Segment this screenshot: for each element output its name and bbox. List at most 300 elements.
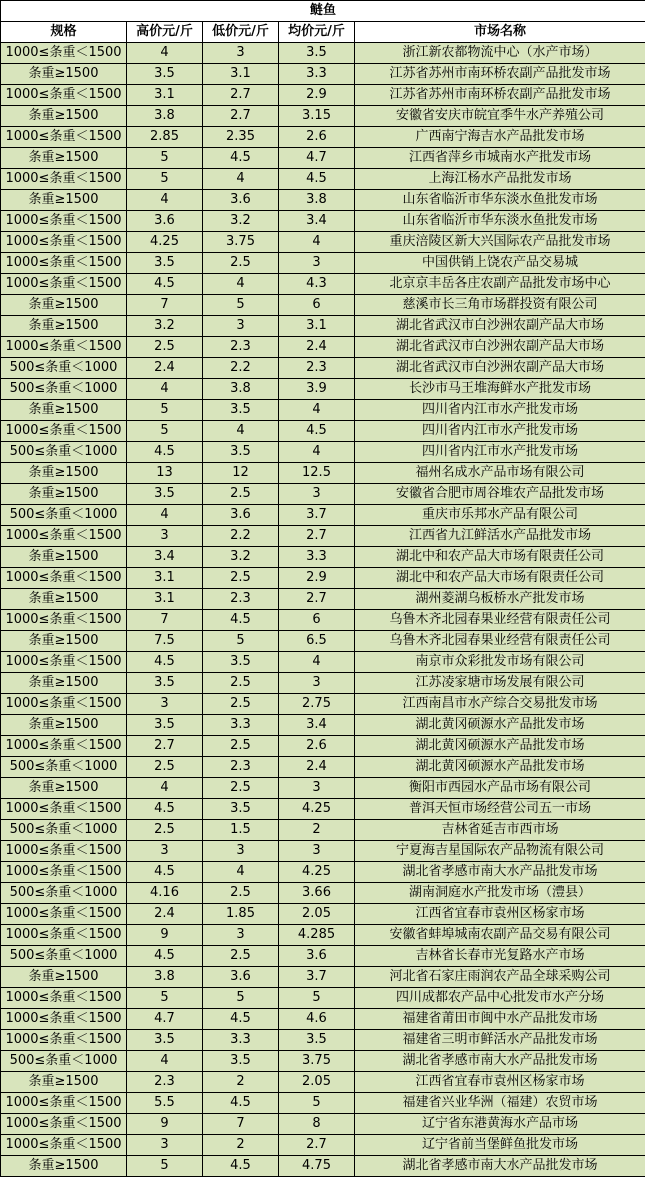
table-body bbox=[1, 43, 645, 1177]
table-row bbox=[1, 211, 645, 232]
cell-avg-price: 2.6 bbox=[279, 736, 355, 757]
cell-spec: 500≤条重＜1000 bbox=[1, 946, 127, 967]
cell-market-name: 福建省莆田市闽中水产品批发市场 bbox=[355, 1009, 645, 1030]
cell-spec: 条重≥1500 bbox=[1, 1156, 127, 1177]
cell-spec: 1000≤条重＜1500 bbox=[1, 1030, 127, 1051]
cell-avg-price: 3.5 bbox=[279, 1030, 355, 1051]
cell-high-price: 3.1 bbox=[127, 589, 203, 610]
cell-spec: 条重≥1500 bbox=[1, 106, 127, 127]
cell-spec: 500≤条重＜1000 bbox=[1, 358, 127, 379]
cell-market-name: 山东省临沂市华东淡水鱼批发市场 bbox=[355, 211, 645, 232]
cell-market-name: 重庆市乐邦水产品有限公司 bbox=[355, 505, 645, 526]
cell-low-price: 2.2 bbox=[203, 358, 279, 379]
cell-spec: 条重≥1500 bbox=[1, 673, 127, 694]
table-row bbox=[1, 988, 645, 1009]
cell-avg-price: 3.1 bbox=[279, 316, 355, 337]
cell-avg-price: 3 bbox=[279, 253, 355, 274]
cell-low-price: 4.5 bbox=[203, 1093, 279, 1114]
cell-market-name: 四川省内江市水产批发市场 bbox=[355, 421, 645, 442]
cell-spec: 条重≥1500 bbox=[1, 1072, 127, 1093]
table-row bbox=[1, 1009, 645, 1030]
cell-spec: 1000≤条重＜1500 bbox=[1, 1114, 127, 1135]
cell-spec: 500≤条重＜1000 bbox=[1, 505, 127, 526]
cell-high-price: 3.8 bbox=[127, 967, 203, 988]
cell-market-name: 四川省内江市水产批发市场 bbox=[355, 400, 645, 421]
cell-spec: 500≤条重＜1000 bbox=[1, 1051, 127, 1072]
cell-spec: 1000≤条重＜1500 bbox=[1, 85, 127, 106]
cell-high-price: 3 bbox=[127, 526, 203, 547]
cell-avg-price: 3 bbox=[279, 673, 355, 694]
cell-market-name: 北京京丰岳各庄农副产品批发市场中心 bbox=[355, 274, 645, 295]
table-row bbox=[1, 568, 645, 589]
cell-avg-price: 4.25 bbox=[279, 862, 355, 883]
cell-avg-price: 3.75 bbox=[279, 1051, 355, 1072]
cell-low-price: 2.3 bbox=[203, 337, 279, 358]
cell-low-price: 2.5 bbox=[203, 883, 279, 904]
cell-market-name: 长沙市马王堆海鲜水产批发市场 bbox=[355, 379, 645, 400]
cell-high-price: 5 bbox=[127, 988, 203, 1009]
table-row bbox=[1, 862, 645, 883]
cell-market-name: 四川成都农产品中心批发市水产分场 bbox=[355, 988, 645, 1009]
cell-low-price: 3.2 bbox=[203, 547, 279, 568]
cell-low-price: 4 bbox=[203, 421, 279, 442]
cell-market-name: 江苏省苏州市南环桥农副产品批发市场 bbox=[355, 85, 645, 106]
table-row bbox=[1, 1114, 645, 1135]
cell-market-name: 上海江杨水产品批发市场 bbox=[355, 169, 645, 190]
cell-avg-price: 4.6 bbox=[279, 1009, 355, 1030]
cell-high-price: 2.4 bbox=[127, 358, 203, 379]
cell-spec: 500≤条重＜1000 bbox=[1, 883, 127, 904]
cell-market-name: 湖北黄冈硕源水产品批发市场 bbox=[355, 736, 645, 757]
cell-high-price: 2.85 bbox=[127, 127, 203, 148]
cell-low-price: 3.8 bbox=[203, 379, 279, 400]
table-row bbox=[1, 757, 645, 778]
cell-low-price: 5 bbox=[203, 631, 279, 652]
cell-high-price: 3.1 bbox=[127, 85, 203, 106]
cell-market-name: 山东省临沂市华东淡水鱼批发市场 bbox=[355, 190, 645, 211]
cell-high-price: 2.3 bbox=[127, 1072, 203, 1093]
cell-avg-price: 3.4 bbox=[279, 715, 355, 736]
table-row bbox=[1, 694, 645, 715]
cell-low-price: 5 bbox=[203, 295, 279, 316]
table-row bbox=[1, 547, 645, 568]
cell-high-price: 4 bbox=[127, 43, 203, 64]
cell-high-price: 4 bbox=[127, 1051, 203, 1072]
cell-low-price: 3 bbox=[203, 925, 279, 946]
table-row bbox=[1, 967, 645, 988]
cell-spec: 条重≥1500 bbox=[1, 715, 127, 736]
table-row bbox=[1, 820, 645, 841]
cell-low-price: 3.6 bbox=[203, 505, 279, 526]
cell-market-name: 乌鲁木齐北园春果业经营有限责任公司 bbox=[355, 631, 645, 652]
cell-avg-price: 3 bbox=[279, 841, 355, 862]
table-row bbox=[1, 463, 645, 484]
cell-high-price: 3.8 bbox=[127, 106, 203, 127]
cell-spec: 条重≥1500 bbox=[1, 295, 127, 316]
table-title: 鲢鱼 bbox=[1, 1, 645, 22]
cell-avg-price: 2.05 bbox=[279, 1072, 355, 1093]
cell-high-price: 3.6 bbox=[127, 211, 203, 232]
table-row bbox=[1, 442, 645, 463]
cell-high-price: 4 bbox=[127, 505, 203, 526]
table-row bbox=[1, 106, 645, 127]
cell-spec: 1000≤条重＜1500 bbox=[1, 736, 127, 757]
cell-low-price: 3.3 bbox=[203, 1030, 279, 1051]
cell-low-price: 3.75 bbox=[203, 232, 279, 253]
cell-high-price: 4.5 bbox=[127, 946, 203, 967]
table-row bbox=[1, 379, 645, 400]
cell-spec: 1000≤条重＜1500 bbox=[1, 1093, 127, 1114]
cell-avg-price: 3.3 bbox=[279, 547, 355, 568]
cell-avg-price: 4.3 bbox=[279, 274, 355, 295]
cell-low-price: 2.3 bbox=[203, 757, 279, 778]
cell-high-price: 3.1 bbox=[127, 568, 203, 589]
cell-spec: 条重≥1500 bbox=[1, 190, 127, 211]
header-row bbox=[1, 22, 645, 43]
cell-avg-price: 2 bbox=[279, 820, 355, 841]
cell-avg-price: 4 bbox=[279, 232, 355, 253]
cell-avg-price: 6 bbox=[279, 610, 355, 631]
cell-high-price: 7 bbox=[127, 295, 203, 316]
cell-spec: 500≤条重＜1000 bbox=[1, 379, 127, 400]
table-row bbox=[1, 673, 645, 694]
table-row bbox=[1, 715, 645, 736]
cell-spec: 1000≤条重＜1500 bbox=[1, 337, 127, 358]
cell-market-name: 安徽省安庆市皖宜季牛水产养殖公司 bbox=[355, 106, 645, 127]
header-low-price: 低价元/斤 bbox=[203, 22, 279, 43]
cell-low-price: 3.6 bbox=[203, 190, 279, 211]
cell-low-price: 2 bbox=[203, 1135, 279, 1156]
cell-spec: 1000≤条重＜1500 bbox=[1, 988, 127, 1009]
cell-low-price: 3 bbox=[203, 43, 279, 64]
table-row bbox=[1, 610, 645, 631]
cell-avg-price: 3.9 bbox=[279, 379, 355, 400]
cell-avg-price: 3.3 bbox=[279, 64, 355, 85]
cell-avg-price: 4.25 bbox=[279, 799, 355, 820]
cell-market-name: 安徽省蚌埠城南农副产品交易有限公司 bbox=[355, 925, 645, 946]
cell-high-price: 4.7 bbox=[127, 1009, 203, 1030]
cell-high-price: 2.4 bbox=[127, 904, 203, 925]
cell-market-name: 江西省宜春市袁州区杨家市场 bbox=[355, 1072, 645, 1093]
cell-low-price: 4.5 bbox=[203, 148, 279, 169]
table-row bbox=[1, 1030, 645, 1051]
table-row bbox=[1, 631, 645, 652]
cell-avg-price: 3.4 bbox=[279, 211, 355, 232]
table-row bbox=[1, 505, 645, 526]
cell-avg-price: 2.05 bbox=[279, 904, 355, 925]
table-row bbox=[1, 337, 645, 358]
cell-low-price: 3.5 bbox=[203, 1051, 279, 1072]
cell-market-name: 湖北黄冈硕源水产品批发市场 bbox=[355, 715, 645, 736]
cell-market-name: 吉林省延吉市西市场 bbox=[355, 820, 645, 841]
cell-low-price: 4.5 bbox=[203, 610, 279, 631]
cell-market-name: 湖北省孝感市南大水产品批发市场 bbox=[355, 1156, 645, 1177]
table-row bbox=[1, 841, 645, 862]
cell-market-name: 普洱天恒市场经营公司五一市场 bbox=[355, 799, 645, 820]
cell-market-name: 宁夏海吉星国际农产品物流有限公司 bbox=[355, 841, 645, 862]
header-avg-price: 均价元/斤 bbox=[279, 22, 355, 43]
table-row bbox=[1, 148, 645, 169]
cell-avg-price: 12.5 bbox=[279, 463, 355, 484]
cell-spec: 1000≤条重＜1500 bbox=[1, 1009, 127, 1030]
cell-market-name: 江西省萍乡市城南水产批发市场 bbox=[355, 148, 645, 169]
cell-spec: 条重≥1500 bbox=[1, 316, 127, 337]
cell-market-name: 广西南宁海吉水产品批发市场 bbox=[355, 127, 645, 148]
cell-spec: 1000≤条重＜1500 bbox=[1, 841, 127, 862]
cell-low-price: 4.5 bbox=[203, 1156, 279, 1177]
cell-high-price: 5 bbox=[127, 421, 203, 442]
cell-spec: 条重≥1500 bbox=[1, 484, 127, 505]
table-row bbox=[1, 883, 645, 904]
cell-high-price: 3.5 bbox=[127, 253, 203, 274]
cell-avg-price: 2.6 bbox=[279, 127, 355, 148]
table-row bbox=[1, 253, 645, 274]
cell-market-name: 湖北省孝感市南大水产品批发市场 bbox=[355, 862, 645, 883]
cell-market-name: 湖北省武汉市白沙洲农副产品大市场 bbox=[355, 316, 645, 337]
cell-market-name: 辽宁省前当堡鲜鱼批发市场 bbox=[355, 1135, 645, 1156]
cell-avg-price: 2.3 bbox=[279, 358, 355, 379]
cell-avg-price: 2.7 bbox=[279, 526, 355, 547]
cell-low-price: 3.5 bbox=[203, 442, 279, 463]
cell-spec: 500≤条重＜1000 bbox=[1, 442, 127, 463]
table-row bbox=[1, 274, 645, 295]
cell-spec: 条重≥1500 bbox=[1, 967, 127, 988]
cell-market-name: 湖北黄冈硕源水产品批发市场 bbox=[355, 757, 645, 778]
cell-low-price: 3.6 bbox=[203, 967, 279, 988]
cell-market-name: 河北省石家庄雨润农产品全球采购公司 bbox=[355, 967, 645, 988]
cell-low-price: 4 bbox=[203, 274, 279, 295]
cell-market-name: 湖北省武汉市白沙洲农副产品大市场 bbox=[355, 358, 645, 379]
cell-spec: 条重≥1500 bbox=[1, 589, 127, 610]
cell-high-price: 5 bbox=[127, 400, 203, 421]
cell-low-price: 2.2 bbox=[203, 526, 279, 547]
cell-low-price: 2.5 bbox=[203, 484, 279, 505]
cell-spec: 1000≤条重＜1500 bbox=[1, 253, 127, 274]
cell-market-name: 湖南洞庭水产批发市场（澧县） bbox=[355, 883, 645, 904]
cell-spec: 条重≥1500 bbox=[1, 463, 127, 484]
cell-high-price: 2.5 bbox=[127, 337, 203, 358]
cell-high-price: 4.5 bbox=[127, 799, 203, 820]
cell-market-name: 中国供销上饶农产品交易城 bbox=[355, 253, 645, 274]
cell-market-name: 湖州菱湖乌板桥水产批发市场 bbox=[355, 589, 645, 610]
cell-market-name: 江西省宜春市袁州区杨家市场 bbox=[355, 904, 645, 925]
cell-spec: 1000≤条重＜1500 bbox=[1, 526, 127, 547]
cell-spec: 1000≤条重＜1500 bbox=[1, 211, 127, 232]
table-row bbox=[1, 778, 645, 799]
cell-market-name: 湖北中和农产品大市场有限责任公司 bbox=[355, 568, 645, 589]
cell-market-name: 重庆涪陵区新大兴国际农产品批发市场 bbox=[355, 232, 645, 253]
cell-avg-price: 5 bbox=[279, 988, 355, 1009]
table-row bbox=[1, 526, 645, 547]
cell-high-price: 2.7 bbox=[127, 736, 203, 757]
cell-low-price: 4.5 bbox=[203, 1009, 279, 1030]
table-row bbox=[1, 64, 645, 85]
header-market-name: 市场名称 bbox=[355, 22, 645, 43]
cell-low-price: 1.85 bbox=[203, 904, 279, 925]
cell-avg-price: 2.4 bbox=[279, 337, 355, 358]
cell-high-price: 5 bbox=[127, 169, 203, 190]
table-row bbox=[1, 1135, 645, 1156]
cell-low-price: 3 bbox=[203, 841, 279, 862]
cell-avg-price: 3.66 bbox=[279, 883, 355, 904]
cell-high-price: 4 bbox=[127, 778, 203, 799]
cell-high-price: 3.5 bbox=[127, 1030, 203, 1051]
cell-spec: 1000≤条重＜1500 bbox=[1, 127, 127, 148]
cell-low-price: 5 bbox=[203, 988, 279, 1009]
cell-low-price: 3.5 bbox=[203, 799, 279, 820]
cell-avg-price: 2.75 bbox=[279, 694, 355, 715]
cell-low-price: 2.5 bbox=[203, 673, 279, 694]
table-row bbox=[1, 1072, 645, 1093]
cell-market-name: 湖北中和农产品大市场有限责任公司 bbox=[355, 547, 645, 568]
cell-high-price: 4.5 bbox=[127, 274, 203, 295]
table-row bbox=[1, 484, 645, 505]
cell-spec: 1000≤条重＜1500 bbox=[1, 421, 127, 442]
cell-market-name: 安徽省合肥市周谷堆农产品批发市场 bbox=[355, 484, 645, 505]
cell-avg-price: 4 bbox=[279, 400, 355, 421]
cell-high-price: 5 bbox=[127, 148, 203, 169]
cell-high-price: 9 bbox=[127, 925, 203, 946]
cell-low-price: 2.5 bbox=[203, 736, 279, 757]
cell-low-price: 3.5 bbox=[203, 652, 279, 673]
cell-market-name: 江苏凌家塘市场发展有限公司 bbox=[355, 673, 645, 694]
cell-spec: 条重≥1500 bbox=[1, 400, 127, 421]
cell-high-price: 4.25 bbox=[127, 232, 203, 253]
cell-spec: 条重≥1500 bbox=[1, 148, 127, 169]
cell-high-price: 4.5 bbox=[127, 862, 203, 883]
cell-high-price: 7 bbox=[127, 610, 203, 631]
cell-spec: 500≤条重＜1000 bbox=[1, 757, 127, 778]
cell-high-price: 3 bbox=[127, 841, 203, 862]
cell-low-price: 1.5 bbox=[203, 820, 279, 841]
cell-spec: 1000≤条重＜1500 bbox=[1, 799, 127, 820]
cell-spec: 1000≤条重＜1500 bbox=[1, 274, 127, 295]
cell-avg-price: 3.6 bbox=[279, 946, 355, 967]
cell-low-price: 2.35 bbox=[203, 127, 279, 148]
cell-avg-price: 2.7 bbox=[279, 1135, 355, 1156]
cell-low-price: 2.7 bbox=[203, 106, 279, 127]
cell-market-name: 福建省兴业华洲（福建）农贸市场 bbox=[355, 1093, 645, 1114]
cell-market-name: 衡阳市西园水产品市场有限公司 bbox=[355, 778, 645, 799]
table-row bbox=[1, 358, 645, 379]
cell-high-price: 4 bbox=[127, 379, 203, 400]
table-row bbox=[1, 799, 645, 820]
cell-avg-price: 3 bbox=[279, 484, 355, 505]
table-row bbox=[1, 736, 645, 757]
cell-market-name: 吉林省长春市光复路水产市场 bbox=[355, 946, 645, 967]
cell-low-price: 3.2 bbox=[203, 211, 279, 232]
cell-avg-price: 3.8 bbox=[279, 190, 355, 211]
table-row bbox=[1, 295, 645, 316]
cell-market-name: 南京市众彩批发市场有限公司 bbox=[355, 652, 645, 673]
cell-low-price: 2.5 bbox=[203, 694, 279, 715]
cell-high-price: 13 bbox=[127, 463, 203, 484]
cell-low-price: 3 bbox=[203, 316, 279, 337]
cell-market-name: 浙江新农都物流中心（水产市场） bbox=[355, 43, 645, 64]
cell-spec: 1000≤条重＜1500 bbox=[1, 652, 127, 673]
header-high-price: 高价元/斤 bbox=[127, 22, 203, 43]
cell-spec: 1000≤条重＜1500 bbox=[1, 1135, 127, 1156]
cell-spec: 条重≥1500 bbox=[1, 64, 127, 85]
cell-market-name: 湖北省孝感市南大水产品批发市场 bbox=[355, 1051, 645, 1072]
cell-low-price: 2.5 bbox=[203, 568, 279, 589]
cell-spec: 条重≥1500 bbox=[1, 778, 127, 799]
table-row bbox=[1, 925, 645, 946]
cell-market-name: 辽宁省东港黄海水产品市场 bbox=[355, 1114, 645, 1135]
table-row bbox=[1, 316, 645, 337]
cell-market-name: 乌鲁木齐北园春果业经营有限责任公司 bbox=[355, 610, 645, 631]
cell-high-price: 4.16 bbox=[127, 883, 203, 904]
cell-high-price: 3.5 bbox=[127, 484, 203, 505]
cell-spec: 1000≤条重＜1500 bbox=[1, 694, 127, 715]
cell-low-price: 3.1 bbox=[203, 64, 279, 85]
cell-avg-price: 4.5 bbox=[279, 421, 355, 442]
cell-market-name: 四川省内江市水产批发市场 bbox=[355, 442, 645, 463]
table-row bbox=[1, 127, 645, 148]
cell-spec: 1000≤条重＜1500 bbox=[1, 568, 127, 589]
cell-spec: 1000≤条重＜1500 bbox=[1, 862, 127, 883]
table-row bbox=[1, 904, 645, 925]
cell-market-name: 福建省三明市鲜活水产品批发市场 bbox=[355, 1030, 645, 1051]
cell-avg-price: 3.5 bbox=[279, 43, 355, 64]
cell-spec: 条重≥1500 bbox=[1, 547, 127, 568]
cell-high-price: 2.5 bbox=[127, 820, 203, 841]
cell-spec: 1000≤条重＜1500 bbox=[1, 610, 127, 631]
cell-avg-price: 2.9 bbox=[279, 568, 355, 589]
cell-low-price: 12 bbox=[203, 463, 279, 484]
cell-low-price: 2.5 bbox=[203, 253, 279, 274]
header-spec: 规格 bbox=[1, 22, 127, 43]
table-row bbox=[1, 946, 645, 967]
cell-high-price: 4.5 bbox=[127, 652, 203, 673]
cell-avg-price: 3.7 bbox=[279, 967, 355, 988]
cell-low-price: 2.7 bbox=[203, 85, 279, 106]
table-row bbox=[1, 1093, 645, 1114]
cell-avg-price: 3.7 bbox=[279, 505, 355, 526]
cell-avg-price: 4 bbox=[279, 442, 355, 463]
title-row bbox=[1, 1, 645, 22]
cell-high-price: 5 bbox=[127, 1156, 203, 1177]
cell-low-price: 2.3 bbox=[203, 589, 279, 610]
table-row bbox=[1, 43, 645, 64]
cell-high-price: 4.5 bbox=[127, 442, 203, 463]
cell-avg-price: 2.9 bbox=[279, 85, 355, 106]
table-row bbox=[1, 400, 645, 421]
cell-spec: 1000≤条重＜1500 bbox=[1, 925, 127, 946]
cell-avg-price: 4.285 bbox=[279, 925, 355, 946]
cell-high-price: 3 bbox=[127, 1135, 203, 1156]
cell-low-price: 2.5 bbox=[203, 778, 279, 799]
cell-low-price: 2 bbox=[203, 1072, 279, 1093]
cell-market-name: 慈溪市长三角市场群投资有限公司 bbox=[355, 295, 645, 316]
cell-high-price: 3.5 bbox=[127, 673, 203, 694]
cell-spec: 500≤条重＜1000 bbox=[1, 820, 127, 841]
cell-avg-price: 4.75 bbox=[279, 1156, 355, 1177]
cell-market-name: 江苏省苏州市南环桥农副产品批发市场 bbox=[355, 64, 645, 85]
cell-market-name: 江西南昌市水产综合交易批发市场 bbox=[355, 694, 645, 715]
table-row bbox=[1, 85, 645, 106]
cell-spec: 1000≤条重＜1500 bbox=[1, 169, 127, 190]
cell-high-price: 3.2 bbox=[127, 316, 203, 337]
cell-low-price: 4 bbox=[203, 862, 279, 883]
cell-low-price: 4 bbox=[203, 169, 279, 190]
cell-avg-price: 3 bbox=[279, 778, 355, 799]
cell-avg-price: 5 bbox=[279, 1093, 355, 1114]
cell-high-price: 3 bbox=[127, 694, 203, 715]
cell-low-price: 7 bbox=[203, 1114, 279, 1135]
cell-high-price: 7.5 bbox=[127, 631, 203, 652]
cell-high-price: 3.5 bbox=[127, 64, 203, 85]
